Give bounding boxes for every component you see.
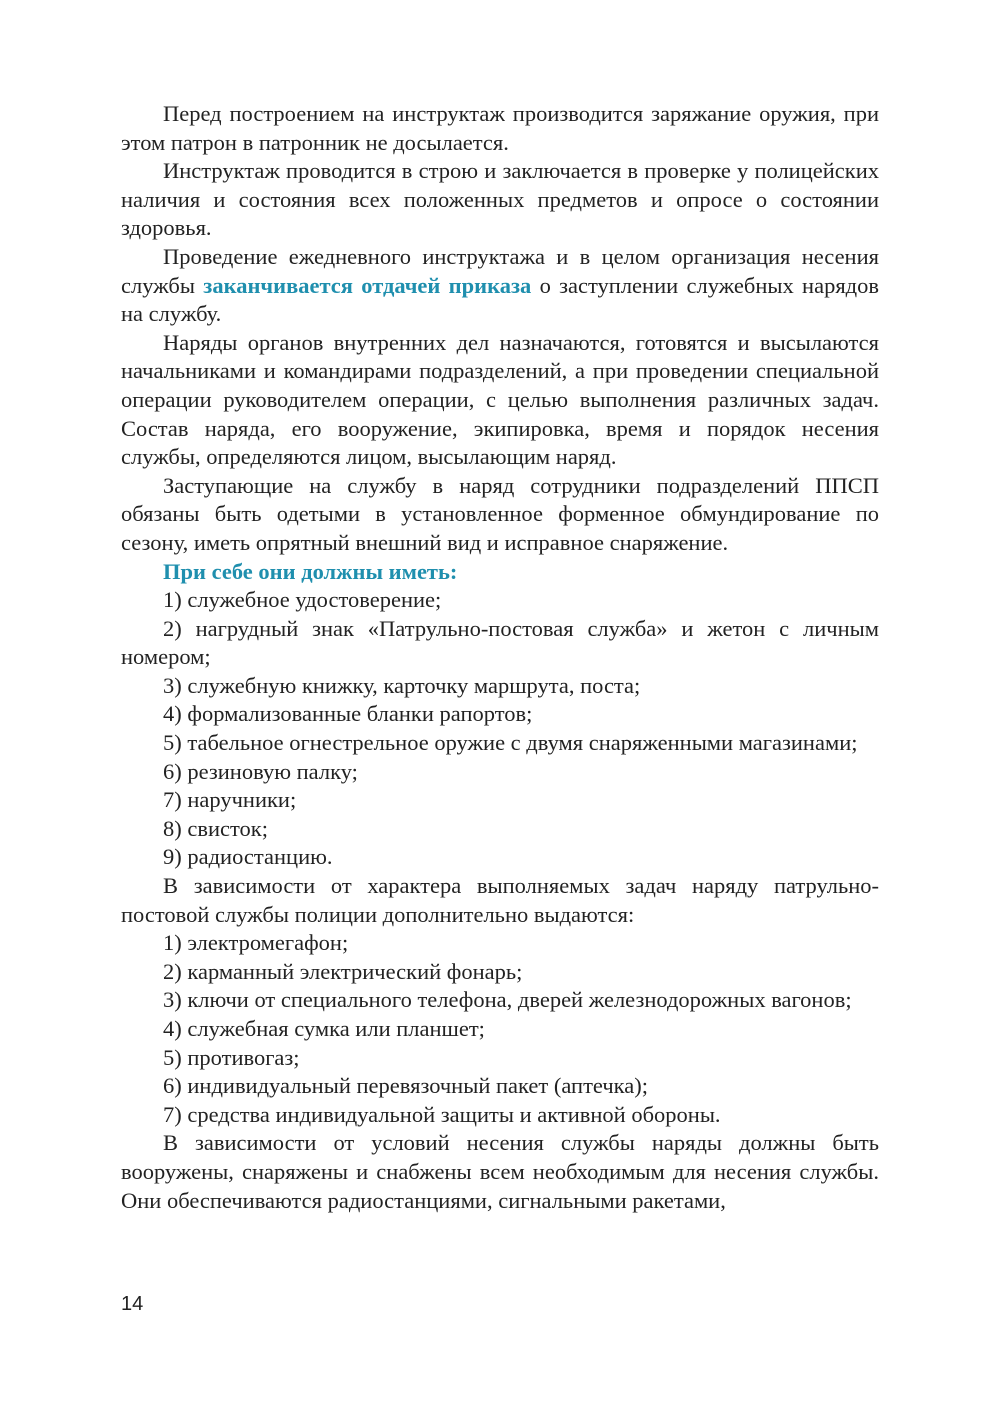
list-item: 4) служебная сумка или планшет; (163, 1016, 485, 1041)
highlighted-phrase: заканчивается отдачей приказа (203, 272, 532, 298)
paragraph-patrol-dispatch: Наряды органов внутренних дел назначаются, готовятся и высылаются начальниками и командирами подразделений, а при проведении специальной операции руководителем операции, с целью выполнения различных задач. Состав наряда, его вооружение, экипировка, время и порядок несения службы, определяются лицом, высылающим наряд. (121, 329, 879, 470)
list-item: 1) служебное удостоверение; (163, 587, 442, 613)
paragraph-briefing-completion (121, 243, 879, 329)
paragraph-additional-equipment: В зависимости от характера выполняемых задач наряду патрульно-постовой службы полиции дополнительно выдаются: (121, 873, 879, 927)
paragraph-text: о заступлении служебных нарядов на службу. (121, 272, 879, 327)
list-item: 6) индивидуальный перевязочный пакет (аптечка); (163, 1073, 648, 1099)
list-item: 3) служебную книжку, карточку маршрута, поста; (163, 672, 641, 698)
paragraph-service-conditions: В зависимости от условий несения службы наряды должны быть вооружены, снаряжены и снабжены всем необходимым для несения службы. Они обеспечиваются радиостанциями, сигнальными ракетами, (121, 1130, 879, 1213)
list-item: 5) табельное огнестрельное оружие с двумя снаряженными магазинами; (163, 730, 858, 756)
paragraph-briefing-formation: Инструктаж проводится в строю и заключается в проверке у полицейских наличия и состояния всех положенных предметов и опросе о состоянии здоровья. (121, 158, 879, 241)
list-item: 3) ключи от специального телефона, дверей железнодорожных вагонов; (163, 987, 852, 1013)
list-item: 2) нагрудный знак «Патрульно-постовая служба» и жетон с личным номером; (121, 615, 879, 670)
paragraph-weapon-loading: Перед построением на инструктаж производится заряжание оружия, при этом патрон в патронник не досылается. (121, 101, 879, 155)
list-item: 9) радиостанцию. (163, 844, 333, 870)
document-body (121, 100, 879, 1215)
list-item: 7) средства индивидуальной защиты и активной обороны. (163, 1101, 721, 1127)
paragraph-text: Проведение ежедневного инструктажа и в целом организация несения службы (121, 243, 879, 298)
subheading-required-items: При себе они должны иметь: (163, 558, 458, 584)
list-item: 4) формализованные бланки рапортов; (163, 701, 533, 727)
list-item: 2) карманный электрический фонарь; (163, 958, 523, 984)
paragraph-uniform-requirements: Заступающие на службу в наряд сотрудники подразделений ППСП обязаны быть одетыми в установленное форменное обмундирование по сезону, иметь опрятный внешний вид и исправное снаряжение. (121, 472, 879, 555)
list-item: 5) противогаз; (163, 1044, 300, 1070)
list-item: 7) наручники; (163, 787, 297, 813)
list-item: 8) свисток; (163, 815, 268, 841)
list-item: 1) электромегафон; (163, 930, 349, 956)
list-item: 6) резиновую палку; (163, 758, 358, 784)
page-number: 14 (121, 1293, 144, 1315)
